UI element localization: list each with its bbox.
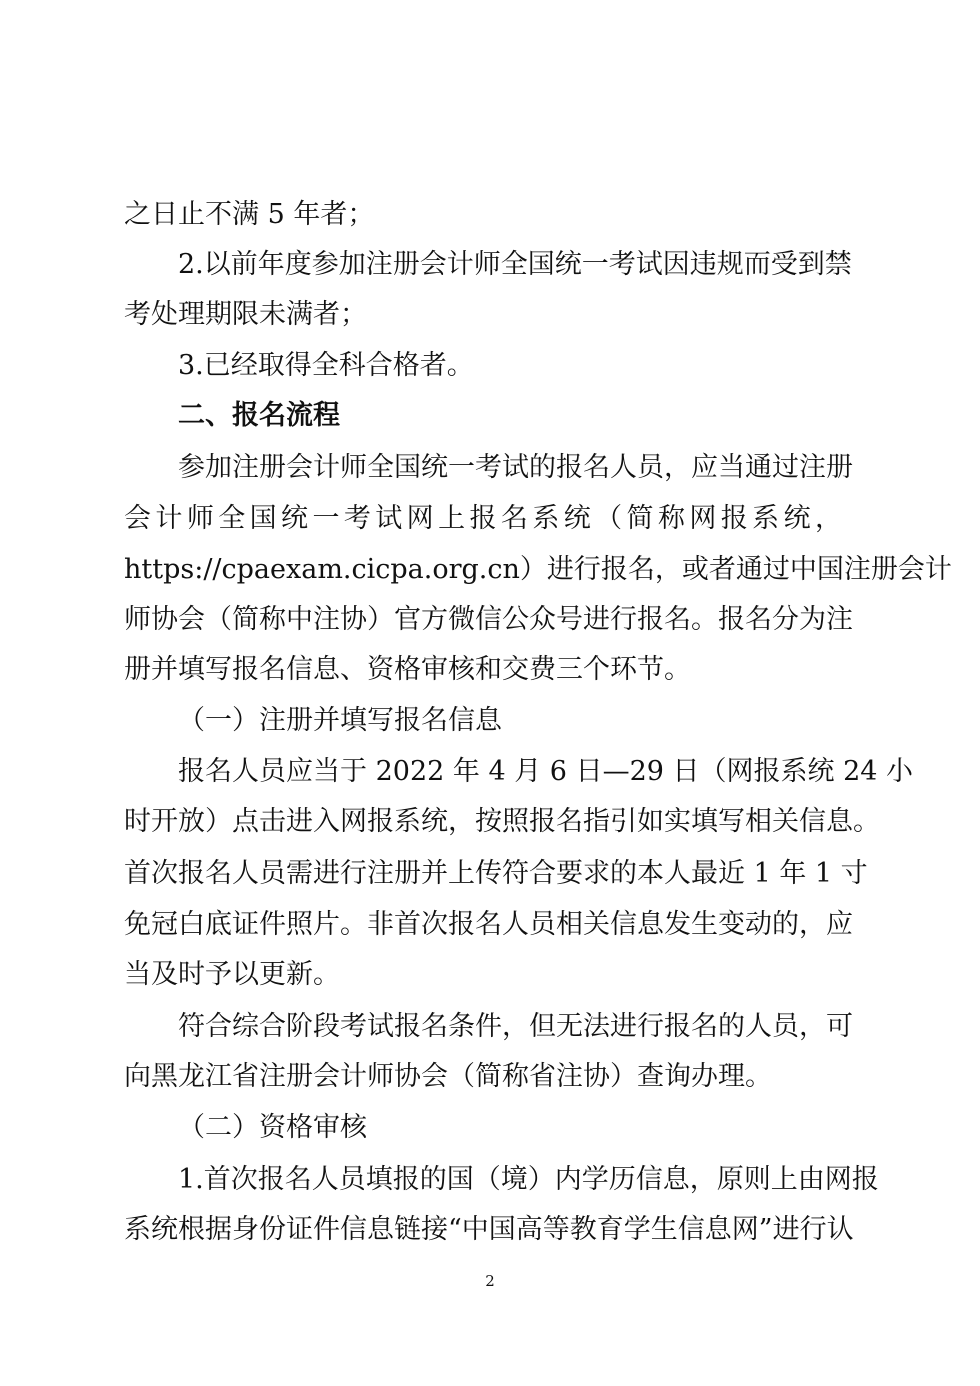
- text-line-item-2-end: 考处理期限未满者；: [124, 299, 367, 330]
- subsection-heading-register: （一）注册并填写报名信息: [178, 705, 502, 736]
- text-line: 师协会（简称中注协）官方微信公众号进行报名。报名分为注: [124, 604, 853, 635]
- text-line: 参加注册会计师全国统一考试的报名人员，应当通过注册: [178, 452, 853, 483]
- text-line: 首次报名人员需进行注册并上传符合要求的本人最近 1 年 1 寸: [124, 858, 868, 889]
- text-line-item-3: 3.已经取得全科合格者。: [178, 350, 474, 381]
- text-line-continuation: 之日止不满 5 年者；: [124, 199, 375, 230]
- text-line: 免冠白底证件照片。非首次报名人员相关信息发生变动的，应: [124, 909, 853, 940]
- text-line: 会计师全国统一考试网上报名系统（简称网报系统，: [124, 503, 842, 534]
- page-number: 2: [485, 1272, 495, 1290]
- text-line-with-url: https://cpaexam.cicpa.org.cn）进行报名，或者通过中国注册会计: [124, 554, 952, 585]
- subsection-heading-qualification-review: （二）资格审核: [178, 1112, 367, 1143]
- section-heading-registration-process: 二、报名流程: [178, 400, 340, 431]
- text-line: 报名人员应当于 2022 年 4 月 6 日—29 日（网报系统 24 小: [178, 756, 914, 787]
- text-line: 系统根据身份证件信息链接“中国高等教育学生信息网”进行认: [124, 1214, 854, 1245]
- text-line: 当及时予以更新。: [124, 959, 340, 990]
- text-line: 向黑龙江省注册会计师协会（简称省注协）查询办理。: [124, 1061, 772, 1092]
- text-line: 符合综合阶段考试报名条件，但无法进行报名的人员，可: [178, 1011, 853, 1042]
- text-line: 1.首次报名人员填报的国（境）内学历信息，原则上由网报: [178, 1164, 879, 1195]
- text-line-item-2: 2.以前年度参加注册会计师全国统一考试因违规而受到禁: [178, 249, 852, 280]
- text-line: 册并填写报名信息、资格审核和交费三个环节。: [124, 654, 691, 685]
- text-line: 时开放）点击进入网报系统，按照报名指引如实填写相关信息。: [124, 806, 880, 837]
